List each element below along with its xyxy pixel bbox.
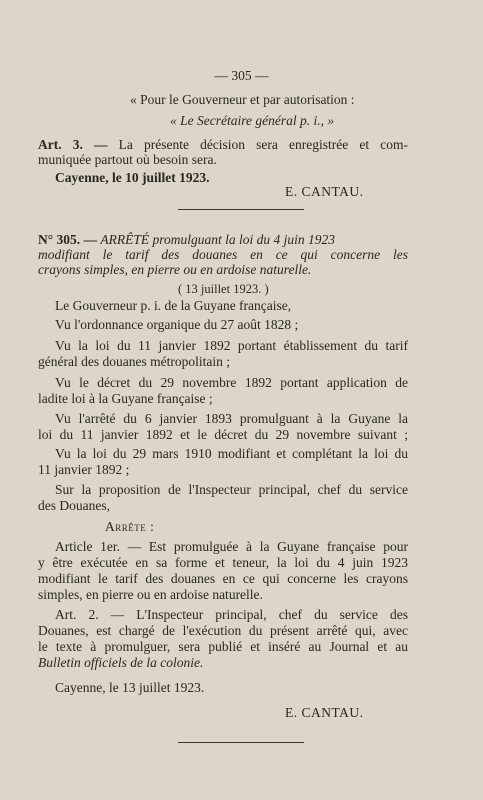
art3-label: Art. 3. —	[38, 137, 108, 152]
art3-text: La présente décision sera enregistrée et com-	[118, 137, 408, 152]
arrete-heading: Arrête :	[105, 519, 155, 534]
article1-line-1: y être exécutée en sa forme et teneur, la loi du 4 juin 1923	[38, 555, 408, 570]
date-line-2: Cayenne, le 13 juillet 1923.	[55, 680, 205, 695]
separator-rule-1	[178, 209, 304, 210]
arrete-title-line-2: modifiant le tarif des douanes en ce qui concerne les	[38, 247, 408, 262]
article1-line-2: modifiant le tarif des douanes en ce qui concerne les crayons	[38, 571, 408, 586]
article1-line-3: simples, en pierre ou en ardoise naturelle.	[38, 587, 263, 602]
date-line-1: Cayenne, le 10 juillet 1923.	[55, 170, 210, 185]
signature-2: E. CANTAU.	[285, 705, 364, 720]
art3-line-2: muniquée partout où besoin sera.	[38, 152, 217, 167]
body-line-8: Vu la loi du 29 mars 1910 modifiant et complétant la loi du	[55, 446, 408, 461]
body-line-5: ladite loi à la Guyane française ;	[38, 391, 213, 406]
page-number: — 305 —	[214, 68, 269, 83]
body-line-1: Vu l'ordonnance organique du 27 août 1828 ;	[55, 317, 299, 332]
body-line-3: général des douanes métropolitain ;	[38, 354, 230, 369]
body-line-2: Vu la loi du 11 janvier 1892 portant établissement du tarif	[55, 338, 408, 353]
article2-line-0: Art. 2. — L'Inspecteur principal, chef du service des	[55, 607, 408, 622]
article2-line-3: Bulletin officiels de la colonie.	[38, 655, 204, 670]
article2-line-2: le texte à promulguer, sera publié et inséré au Journal et au	[38, 639, 408, 654]
arrete-title-line-3: crayons simples, en pierre ou en ardoise naturelle.	[38, 262, 312, 277]
arrete-number: N° 305. —	[38, 232, 98, 247]
body-line-10: Sur la proposition de l'Inspecteur principal, chef du service	[55, 482, 408, 497]
signature-authorization-line: « Pour le Gouverneur et par autorisation :	[130, 92, 355, 107]
secretary-line: « Le Secrétaire général p. i., »	[170, 113, 335, 128]
arrete-title-line-1	[38, 232, 408, 248]
separator-rule-2	[178, 742, 304, 743]
body-line-0: Le Gouverneur p. i. de la Guyane française,	[55, 298, 292, 313]
signature-1: E. CANTAU.	[285, 184, 364, 199]
art3-line-1	[38, 137, 408, 153]
body-line-9: 11 janvier 1892 ;	[38, 462, 130, 477]
article2-line-1: Douanes, est chargé de l'exécution du présent arrêté qui, avec	[38, 623, 408, 638]
body-line-6: Vu l'arrêté du 6 janvier 1893 promulguant à la Guyane la	[55, 411, 408, 426]
arrete-date: ( 13 juillet 1923. )	[178, 282, 269, 296]
arrete-title-1: ARRÊTÉ promulguant la loi du 4 juin 1923	[100, 232, 336, 247]
body-line-11: des Douanes,	[38, 498, 110, 513]
body-line-4: Vu le décret du 29 novembre 1892 portant application de	[55, 375, 408, 390]
article1-line-0: Article 1er. — Est promulguée à la Guyane française pour	[55, 539, 408, 554]
body-line-7: loi du 11 janvier 1892 et le décret du 29 novembre suivant ;	[38, 427, 408, 442]
